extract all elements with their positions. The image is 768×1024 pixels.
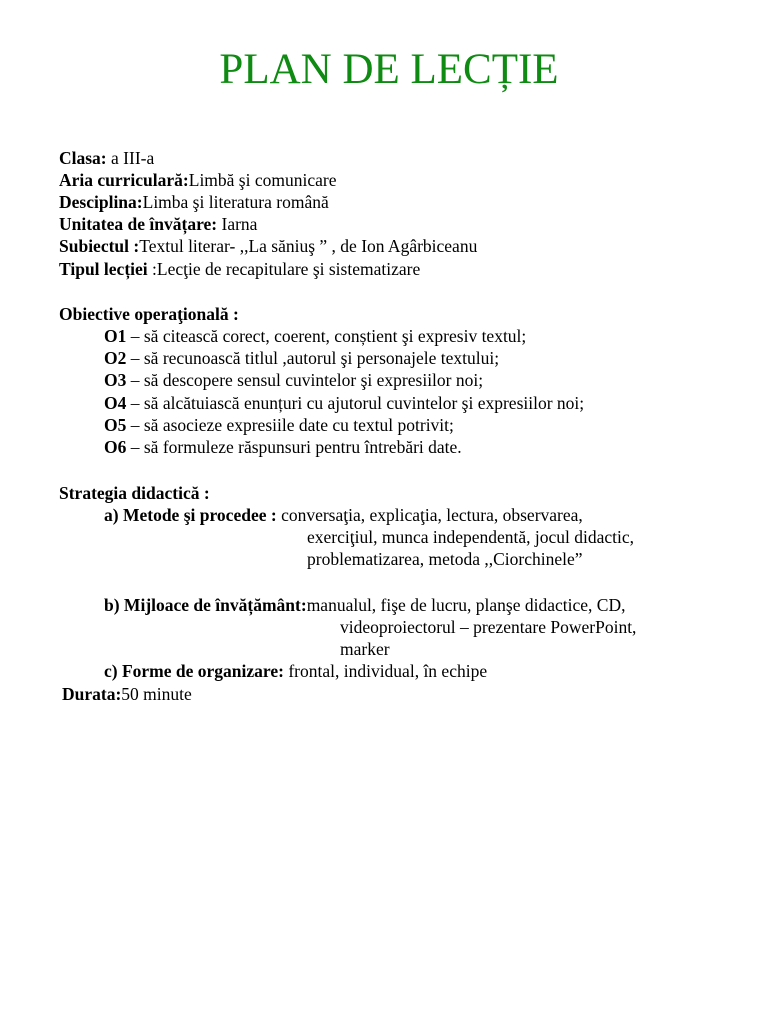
objective-code: O1 bbox=[104, 326, 127, 346]
unitatea-value: Iarna bbox=[217, 214, 258, 234]
objective-text: – să descopere sensul cuvintelor şi expresiilor noi; bbox=[126, 370, 484, 390]
objective-item bbox=[104, 414, 454, 436]
strategy-heading-text: Strategia didactică : bbox=[59, 483, 210, 503]
clasa-line bbox=[59, 147, 154, 169]
strategy-heading bbox=[59, 482, 210, 504]
objective-text: – să asocieze expresiile date cu textul potrivit; bbox=[126, 415, 454, 435]
forme-value: frontal, individual, în echipe bbox=[283, 661, 488, 681]
tipul-line bbox=[59, 258, 420, 280]
objective-code: O6 bbox=[104, 437, 127, 457]
objective-item bbox=[104, 347, 499, 369]
unitatea-line bbox=[59, 213, 257, 235]
mijloace-line bbox=[104, 594, 625, 616]
aria-value: Limbă şi comunicare bbox=[188, 170, 337, 190]
objectives-heading bbox=[59, 303, 239, 325]
aria-label: Aria curriculară: bbox=[59, 170, 189, 190]
unitatea-label: Unitatea de învățare: bbox=[59, 214, 218, 234]
mijloace-continuation: marker bbox=[340, 639, 390, 659]
metode-continuation: problematizarea, metoda ,,Ciorchinele” bbox=[307, 549, 583, 569]
forme-line bbox=[104, 660, 487, 682]
subiectul-value: Textul literar- ,,La săniuş ” , de Ion Agârbiceanu bbox=[139, 236, 478, 256]
metode-line bbox=[104, 504, 583, 526]
desciplina-value: Limba şi literatura română bbox=[142, 192, 329, 212]
metode-label: a) Metode şi procedee : bbox=[104, 505, 277, 525]
durata-label: Durata: bbox=[62, 684, 122, 704]
desciplina-line bbox=[59, 191, 329, 213]
objective-text: – să alcătuiască enunțuri cu ajutorul cuvintelor şi expresiilor noi; bbox=[126, 393, 585, 413]
page-title: PLAN DE LECȚIE bbox=[219, 46, 559, 93]
tipul-value: :Lecţie de recapitulare şi sistematizare bbox=[147, 259, 421, 279]
subiectul-line bbox=[59, 235, 477, 257]
objective-code: O2 bbox=[104, 348, 127, 368]
tipul-label: Tipul lecției bbox=[59, 259, 148, 279]
objectives-heading-text: Obiective operaţională : bbox=[59, 304, 239, 324]
objective-item bbox=[104, 325, 526, 347]
clasa-value: a III-a bbox=[106, 148, 155, 168]
objective-code: O5 bbox=[104, 415, 127, 435]
metode-continuation: exerciţiul, munca independentă, jocul didactic, bbox=[307, 527, 635, 547]
objective-text: – să citească corect, coerent, conștient şi expresiv textul; bbox=[126, 326, 527, 346]
metode-value: conversaţia, explicaţia, lectura, observarea, bbox=[276, 505, 583, 525]
forme-label: c) Forme de organizare: bbox=[104, 661, 284, 681]
objective-text: – să formuleze răspunsuri pentru întrebări date. bbox=[126, 437, 462, 457]
aria-line bbox=[59, 169, 336, 191]
mijloace-continuation: videoproiectorul – prezentare PowerPoint, bbox=[340, 617, 637, 637]
clasa-label: Clasa: bbox=[59, 148, 107, 168]
objective-code: O3 bbox=[104, 370, 127, 390]
durata-value: 50 minute bbox=[121, 684, 192, 704]
objective-text: – să recunoască titlul ,autorul şi personajele textului; bbox=[126, 348, 500, 368]
durata-line bbox=[62, 683, 192, 705]
objective-item bbox=[104, 369, 483, 391]
mijloace-label: b) Mijloace de învățământ: bbox=[104, 595, 307, 615]
objective-item bbox=[104, 392, 584, 414]
objective-item bbox=[104, 436, 462, 458]
objective-code: O4 bbox=[104, 393, 127, 413]
desciplina-label: Desciplina: bbox=[59, 192, 143, 212]
mijloace-value: manualul, fişe de lucru, planşe didactice, CD, bbox=[306, 595, 626, 615]
subiectul-label: Subiectul : bbox=[59, 236, 140, 256]
